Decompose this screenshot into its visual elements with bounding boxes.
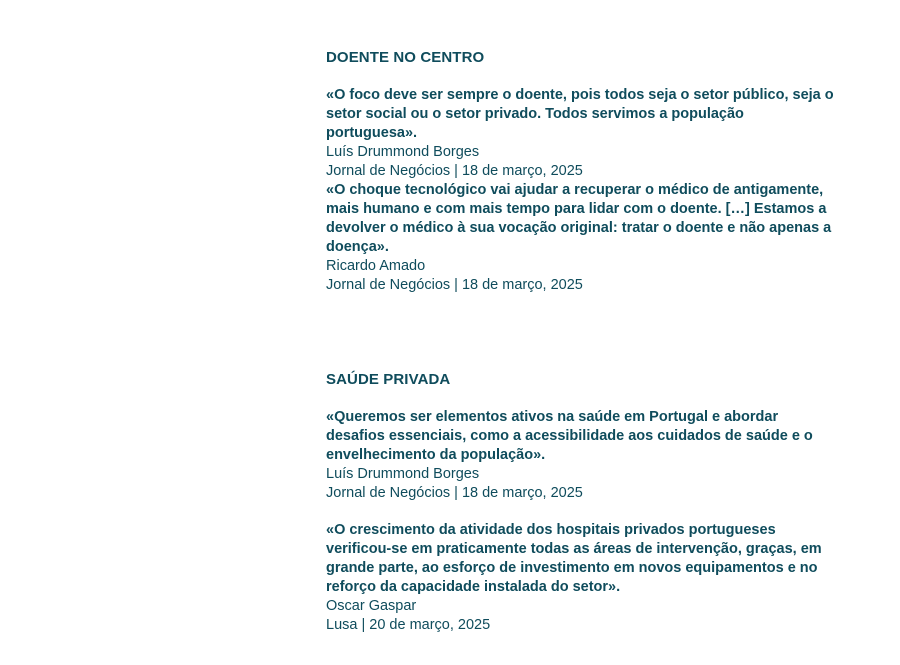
quote-source: Lusa | 20 de março, 2025 [326,617,491,633]
quote-text: «O foco deve ser sempre o doente, pois todos seja o setor público, seja o setor social ou o setor privado. Todos servimos a população portuguesa». [326,87,834,141]
quote-author: Luís Drummond Borges [326,466,480,482]
quote-block [326,521,838,635]
section-title-saude-privada: SAÚDE PRIVADA [326,371,451,388]
quote-block [326,181,838,295]
quote-block [326,408,838,503]
quote-text: «O choque tecnológico vai ajudar a recuperar o médico de antigamente, mais humano e com mais tempo para lidar com o doente. […] Estamos a devolver o médico à sua vocação original: tratar o doente e não apenas a doença». [326,182,832,255]
quote-source: Jornal de Negócios | 18 de março, 2025 [326,277,583,293]
quote-author: Oscar Gaspar [326,598,417,614]
quote-block [326,86,838,181]
quote-text: «O crescimento da atividade dos hospitais privados portugueses verificou-se em praticamente todas as áreas de intervenção, graças, em grande parte, ao esforço de investimento em novos equipamentos e no reforço da capacidade instalada do setor». [326,522,822,595]
quote-source: Jornal de Negócios | 18 de março, 2025 [326,163,583,179]
quote-source: Jornal de Negócios | 18 de março, 2025 [326,485,583,501]
quote-text: «Queremos ser elementos ativos na saúde em Portugal e abordar desafios essenciais, como a acessibilidade aos cuidados de saúde e o envelhecimento da população». [326,409,813,463]
quote-author: Luís Drummond Borges [326,144,480,160]
section-title-doente-no-centro: DOENTE NO CENTRO [326,49,485,66]
quote-author: Ricardo Amado [326,258,426,274]
